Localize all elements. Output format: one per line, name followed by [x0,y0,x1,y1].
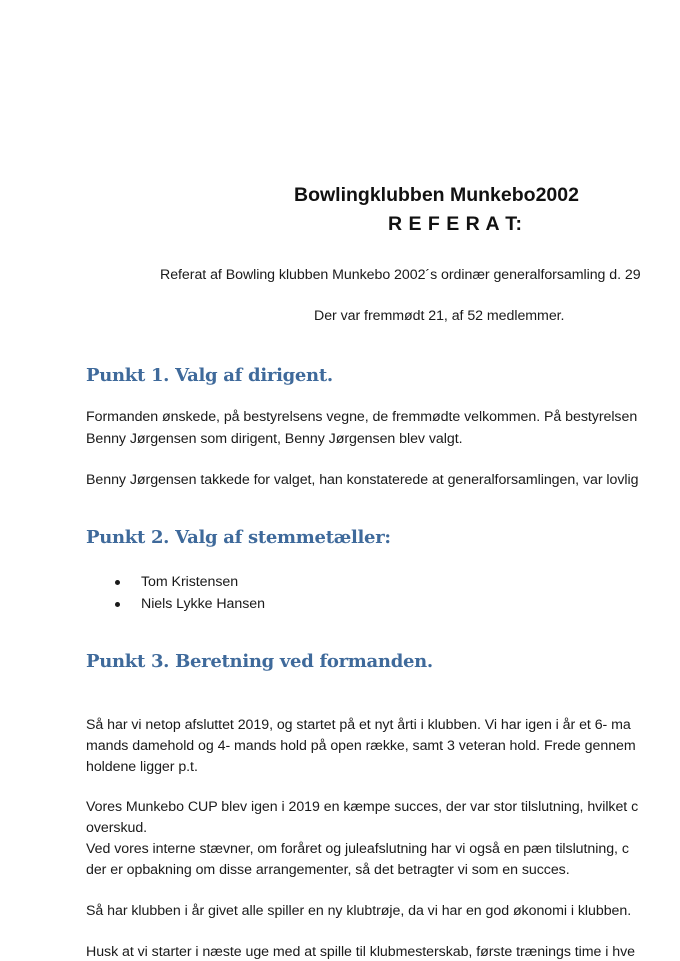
intro-text: Referat af Bowling klubben Munkebo 2002´s ordinær generalforsamling d. 29 [160,267,641,283]
paragraph-line: Så har klubben i år givet alle spiller en ny klubtrøje, da vi har en god økonomi i klubben. [86,903,632,919]
section-heading: Punkt 3. Beretning ved formanden. [86,651,433,672]
attendance-text: Der var fremmødt 21, af 52 medlemmer. [314,308,565,324]
paragraph-line: Benny Jørgensen takkede for valget, han konstaterede at generalforsamlingen, var lovlig [86,472,639,488]
paragraph-line: Vores Munkebo CUP blev igen i 2019 en kæmpe succes, der var stor tilslutning, hvilket c [86,799,639,815]
paragraph-line: overskud. [86,820,148,836]
bullet-icon [115,602,120,607]
paragraph-line: Formanden ønskede, på bestyrelsens vegne, de fremmødte velkommen. På bestyrelsen [86,409,638,425]
section-heading: Punkt 1. Valg af dirigent. [86,365,333,386]
bullet-icon [115,580,120,585]
paragraph-line: Husk at vi starter i næste uge med at spille til klubmesterskab, første trænings time i hve [86,944,635,960]
paragraph-line: Ved vores interne stævner, om foråret og juleafslutning har vi også en pæn tilslutning, c [86,841,629,857]
paragraph-line: Så har vi netop afsluttet 2019, og startet på et nyt årti i klubben. Vi har igen i år et 6- ma [86,717,631,733]
list-item: Tom Kristensen [141,574,239,590]
paragraph-line: holdene ligger p.t. [86,759,198,775]
section-heading: Punkt 2. Valg af stemmetæller: [86,527,391,548]
paragraph-line: der er opbakning om disse arrangementer, så det betragter vi som en succes. [86,862,570,878]
paragraph-line: Benny Jørgensen som dirigent, Benny Jørgensen blev valgt. [86,431,463,447]
document-title: Bowlingklubben Munkebo2002 [294,184,579,206]
document-subtitle: R E F E R A T: [388,213,523,235]
list-item: Niels Lykke Hansen [141,596,265,612]
paragraph-line: mands damehold og 4- mands hold på open række, samt 3 veteran hold. Frede gennem [86,738,636,754]
